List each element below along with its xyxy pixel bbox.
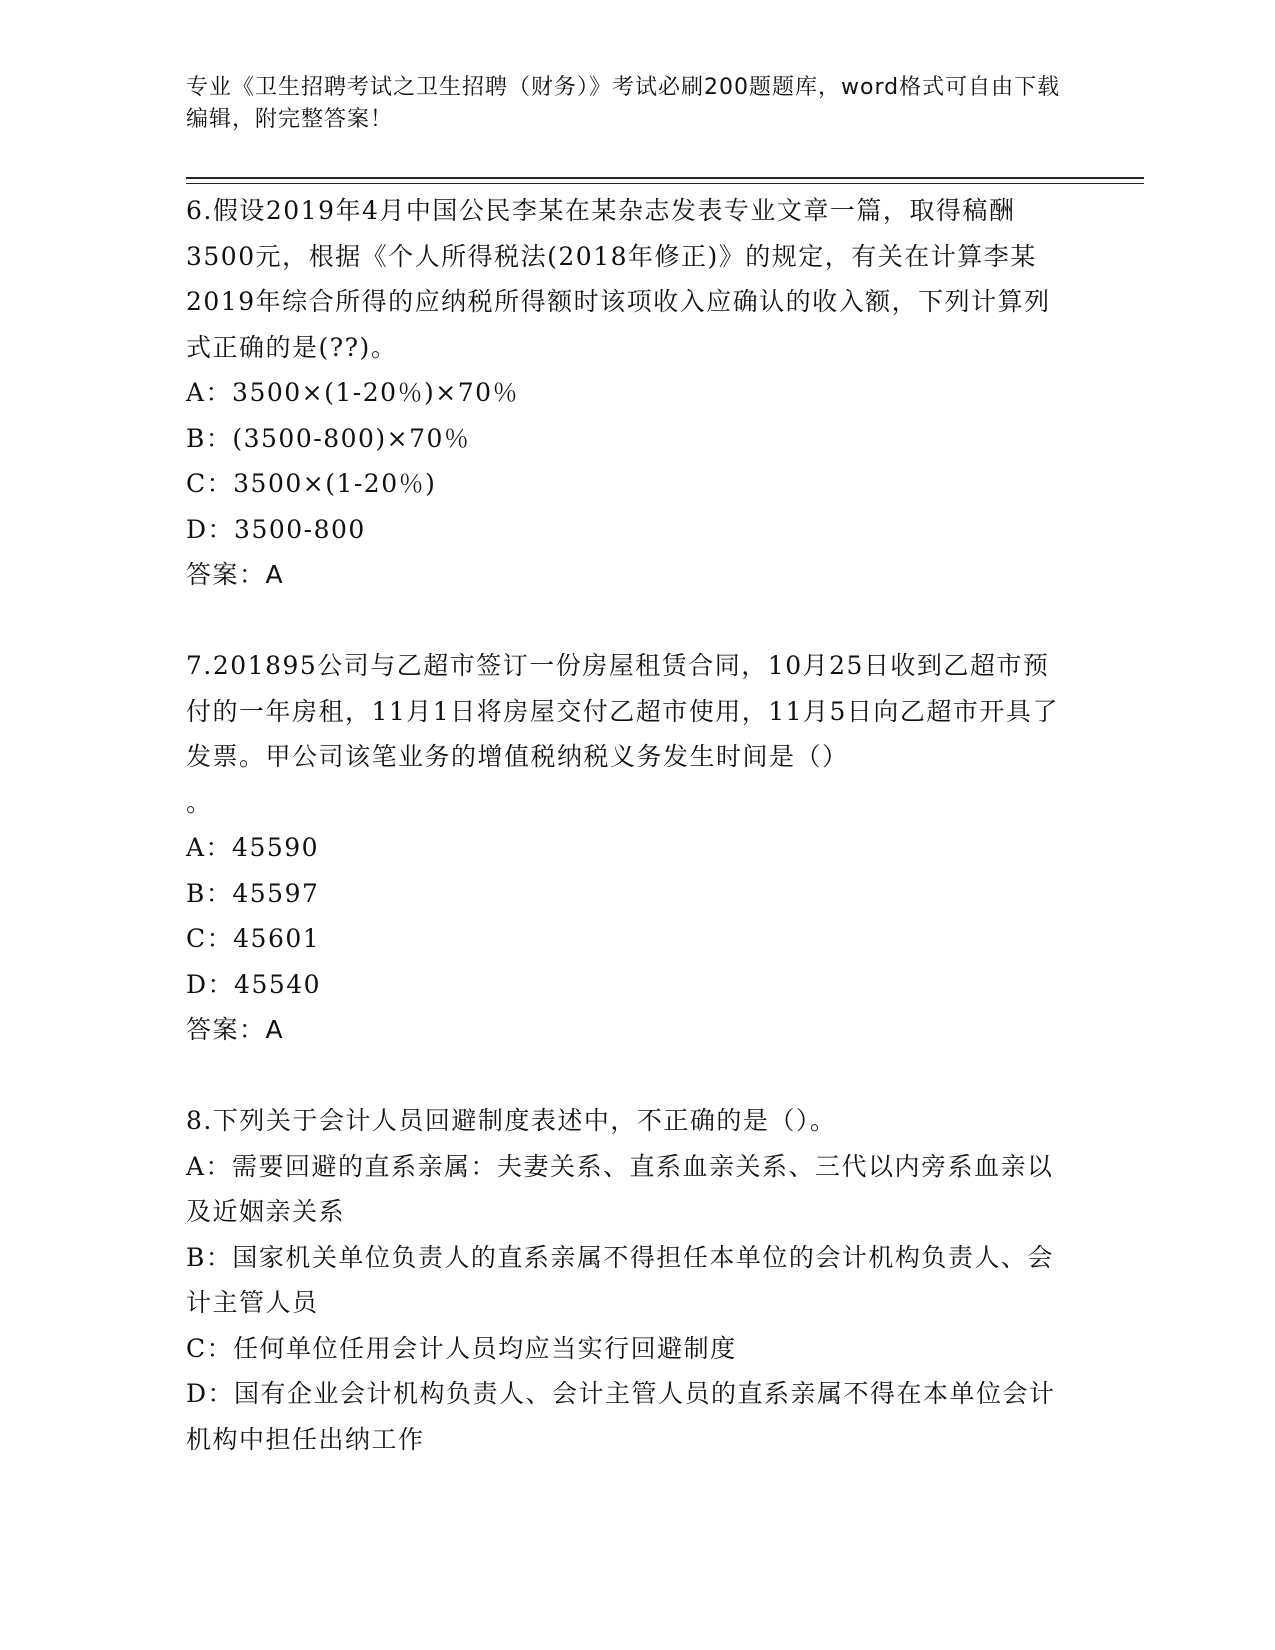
- question-stem: 8.下列关于会计人员回避制度表述中，不正确的是（）。: [186, 1106, 837, 1135]
- option-c: C：任何单位任用会计人员均应当实行回避制度: [186, 1333, 737, 1363]
- option-a: A：需要回避的直系亲属：夫妻关系、直系血亲关系、三代以内旁系血亲以及近姻亲关系: [186, 1151, 1054, 1226]
- option-d: D：3500-800: [186, 514, 366, 544]
- option-b: B：45597: [186, 878, 320, 908]
- question-stem: 7.201895公司与乙超市签订一份房屋租赁合同，10月25日收到乙超市预付的一年房租，11月1日将房屋交付乙超市使用，11月5日向乙超市开具了发票。甲公司该笔业务的增值税纳税义务发生时间是（）: [186, 651, 1059, 771]
- option-b: B：(3500-800)×70％: [186, 423, 471, 453]
- question-spacer: [186, 598, 1066, 644]
- question-7: [186, 643, 1066, 1053]
- option-d: D：国有企业会计机构负责人、会计主管人员的直系亲属不得在本单位会计机构中担任出纳工作: [186, 1379, 1056, 1454]
- option-b: B：国家机关单位负责人的直系亲属不得担任本单位的会计机构负责人、会计主管人员: [186, 1242, 1054, 1317]
- option-c: C：3500×(1-20％): [186, 469, 437, 498]
- header-rule-thick: [186, 177, 1144, 179]
- question-6: [186, 188, 1066, 598]
- answer-label: 答案：A: [186, 1015, 285, 1044]
- question-stem-tail: 。: [186, 787, 213, 817]
- header-rule-thin: [186, 183, 1144, 184]
- option-c: C：45601: [186, 924, 321, 953]
- option-a: A：45590: [186, 833, 320, 862]
- question-list: [186, 188, 1066, 1462]
- question-stem: 6.假设2019年4月中国公民李某在某杂志发表专业文章一篇，取得稿酬3500元，根据《个人所得税法(2018年修正)》的规定，有关在计算李某2019年综合所得的应纳税所得额时该项收入应确认的收入额，下列计算列式正确的是(??)。: [186, 196, 1051, 362]
- answer-label: 答案：A: [186, 560, 285, 589]
- question-spacer: [186, 1053, 1066, 1099]
- option-a: A：3500×(1-20％)×70％: [186, 378, 520, 407]
- question-8: [186, 1098, 1066, 1462]
- document-header: 专业《卫生招聘考试之卫生招聘（财务）》考试必刷200题题库，word格式可自由下载编辑，附完整答案！: [186, 75, 1061, 132]
- option-d: D：45540: [186, 969, 322, 999]
